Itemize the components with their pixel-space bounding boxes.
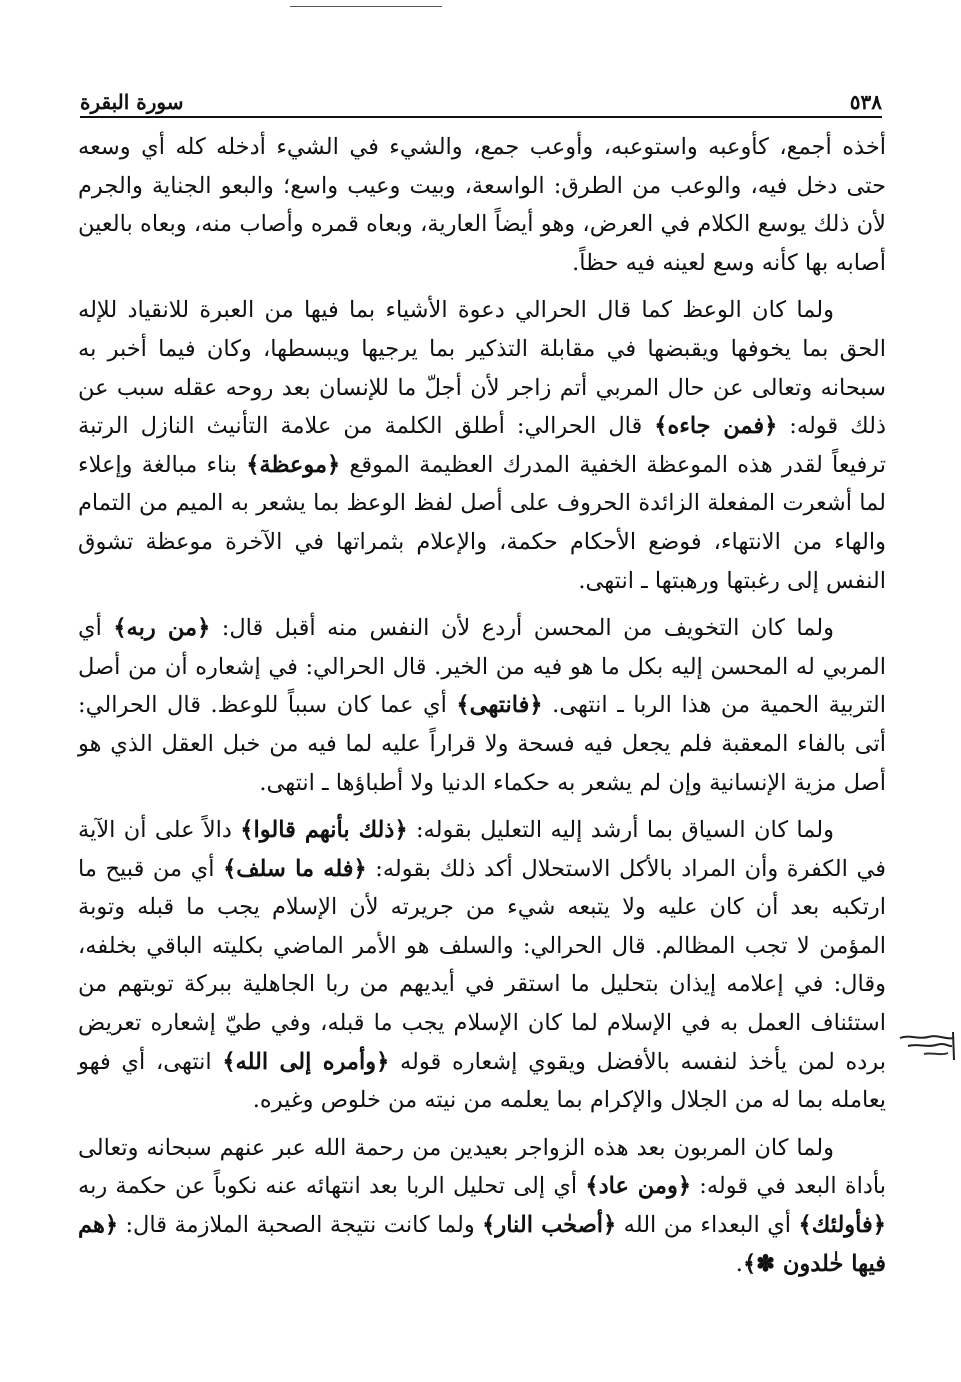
ornate-bracket-close: ﴾ bbox=[654, 413, 668, 440]
ornate-bracket-close: ﴾ bbox=[223, 855, 237, 882]
quran-quote-text: أصحٰب النار bbox=[495, 1212, 604, 1239]
quran-quote bbox=[482, 1212, 616, 1238]
quran-quote-text: فأولئك bbox=[811, 1212, 873, 1239]
text-run: أي من قبيح ما ارتكبه بعد أن كان عليه ولا يتبعه شيء من جريرته لأن الإسلام يجب ما قبله وتوبة المؤمن لا تجب المظالم. قال الحرالي: والسلف هو الأمر الماضي بكليته الباقي بخلفه، وقال: في إعلامه إيذان بتحليل ما استقر في أيديهم من ربا الجاهلية ببركة توبتهم من استئناف العمل به في الإسلام لما كان الإسلام يجب ما قبله، وفي طيّ إشعاره تعريض برده لمن يأخذ لنفسه بالأفضل ويقوي إشعاره قوله bbox=[78, 855, 886, 1075]
text-run: ولما كانت نتيجة الصحبة الملازمة قال: bbox=[118, 1212, 483, 1239]
quran-quote bbox=[654, 413, 777, 439]
text-run: بناء مبالغة وإعلاء لما أشعرت المفعلة الزائدة الحروف على أصل لفظ الوعظ بما يشعر به الميم من التمام والهاء من الانتهاء، فوضع الأحكام حكمة، والإعلام بثمراتها في الآخرة موعظة تشوق النفس إلى رغبتها ورهبتها ـ انتهى. bbox=[78, 451, 886, 594]
ornate-bracket-open: ﴿ bbox=[872, 1212, 886, 1239]
ornate-bracket-close: ﴾ bbox=[482, 1212, 496, 1239]
paragraph bbox=[78, 609, 886, 802]
quran-quote-text: فله ما سلف bbox=[236, 855, 354, 882]
paragraph bbox=[78, 1129, 886, 1283]
ornate-bracket-close: ﴾ bbox=[240, 817, 254, 844]
text-run: ولما كان التخويف من المحسن أردع لأن النفس منه أقبل قال: bbox=[210, 615, 834, 642]
top-divider bbox=[290, 6, 442, 7]
text-run: . bbox=[735, 1250, 743, 1277]
paragraph bbox=[78, 291, 886, 600]
quran-quote bbox=[585, 1173, 691, 1199]
text-run: أخذه أجمع، كأوعبه واستوعبه، وأوعب جمع، والشيء في الشيء أدخله كله أي وسعه حتى دخل فيه، والوعب من الطرق: الواسعة، وبيت وعيب واسع؛ والبعو الجناية والجرم لأن ذلك يوسع الكلام في العرض، وهو أيضاً العارية، وبعاه قمره وأصاب منه، وبعاه بالعين أصابه بها كأنه وسع لعينه فيه حظاً. bbox=[78, 134, 886, 276]
quran-quote-text: موعظة bbox=[259, 451, 328, 478]
surah-name: سورة البقرة bbox=[80, 90, 184, 114]
text-run: قال الحرالي: أطلق الكلمة من علامة التأنيث النازل الرتبة ترفيعاً لقدر هذه الموعظة الخفية المدرك العظيمة الموقع bbox=[78, 413, 886, 478]
text-run: ولما كان المربون بعد هذه الزواجر بعيدين من رحمة الله عبر عنهم سبحانه وتعالى بأداة البعد في قوله: bbox=[78, 1134, 887, 1200]
quran-quote-text: وأمره إلى الله bbox=[235, 1048, 377, 1075]
ornate-bracket-close: ﴾ bbox=[113, 615, 127, 642]
ornate-bracket-open: ﴿ bbox=[764, 413, 778, 440]
ornate-bracket-close: ﴾ bbox=[456, 692, 470, 719]
text-run: أي البعداء من الله bbox=[616, 1212, 799, 1239]
ornate-bracket-close: ﴾ bbox=[246, 451, 260, 478]
margin-scribble-mark bbox=[896, 1028, 958, 1068]
quran-quote-text: فانتهى bbox=[469, 692, 530, 719]
quran-quote bbox=[113, 615, 210, 641]
ornate-bracket-open: ﴿ bbox=[104, 1212, 119, 1239]
ornate-bracket-close: ﴾ bbox=[222, 1048, 236, 1075]
ornate-bracket-open: ﴿ bbox=[353, 855, 367, 882]
ornate-bracket-open: ﴿ bbox=[376, 1048, 390, 1075]
quran-quote bbox=[222, 1049, 389, 1075]
ornate-bracket-open: ﴿ bbox=[603, 1212, 617, 1239]
quran-quote bbox=[246, 452, 340, 478]
ornate-bracket-open: ﴿ bbox=[529, 692, 543, 719]
ornate-bracket-open: ﴿ bbox=[197, 615, 211, 642]
page-body bbox=[78, 128, 886, 1292]
quran-quote bbox=[223, 856, 367, 882]
quran-quote-text: هم فيها خٰلدون ✽ bbox=[78, 1212, 886, 1277]
text-run: ولما كان الوعظ كما قال الحرالي دعوة الأشياء بما فيها من العبرة للانقياد للإله الحق بما يخوفها ويقبضها في مقابلة التذكير بما يرجيها ويبسطها، وكان فيما أخبر به سبحانه وتعالى عن حال المربي أتم زاجر لأن أجلّ ما للإنسان بعد روحه عقله سبب عن ذلك قوله: bbox=[78, 297, 886, 440]
ornate-bracket-close: ﴾ bbox=[742, 1250, 757, 1277]
text-run: ولما كان السياق بما أرشد إليه التعليل بقوله: bbox=[407, 817, 834, 844]
ornate-bracket-close: ﴾ bbox=[798, 1212, 812, 1239]
paragraph bbox=[78, 128, 886, 282]
quran-quote-text: ذلك بأنهم قالوا bbox=[253, 817, 395, 844]
quran-quote bbox=[456, 692, 542, 718]
quran-quote bbox=[799, 1212, 886, 1238]
ornate-bracket-close: ﴾ bbox=[585, 1173, 599, 1200]
text-run: دالاً على أن الآية في الكفرة وأن المراد بالأكل الاستحلال أكد ذلك بقوله: bbox=[78, 817, 886, 882]
text-run: أي عما كان سبباً للوعظ. قال الحرالي: أتى بالفاء المعقبة فلم يجعل فيه فسحة ولا قراراً عليه لما فيه من خبل العقل الذي هو أصل مزية الإنسانية وإن لم يشعر به حكماء الدنيا ولا أطباؤها ـ انتهى. bbox=[78, 692, 886, 796]
quran-quote-text: من ربه bbox=[126, 615, 198, 642]
ornate-bracket-open: ﴿ bbox=[327, 451, 341, 478]
text-run: أي المربي له المحسن إليه بكل ما هو فيه من الخير. قال الحرالي: في إشعاره أن من أصل التربية الحمية من هذا الربا ـ انتهى. bbox=[78, 615, 886, 719]
page-header bbox=[80, 72, 882, 118]
ornate-bracket-open: ﴿ bbox=[677, 1173, 692, 1200]
paragraph bbox=[78, 811, 886, 1120]
quran-quote bbox=[240, 817, 407, 843]
text-run: أي إلى تحليل الربا بعد انتهائه عنه نكوباً عن حكمة ربه bbox=[78, 1173, 586, 1200]
page-number: ٥٣٨ bbox=[849, 90, 882, 114]
quran-quote-text: ومن عاد bbox=[598, 1173, 678, 1200]
quran-quote-text: فمن جاءه bbox=[667, 413, 765, 440]
text-run: انتهى، أي فهو يعامله بما له من الجلال والإكرام بما يعلمه من نيته من خلوص وغيره. bbox=[78, 1048, 886, 1114]
ornate-bracket-open: ﴿ bbox=[394, 817, 408, 844]
